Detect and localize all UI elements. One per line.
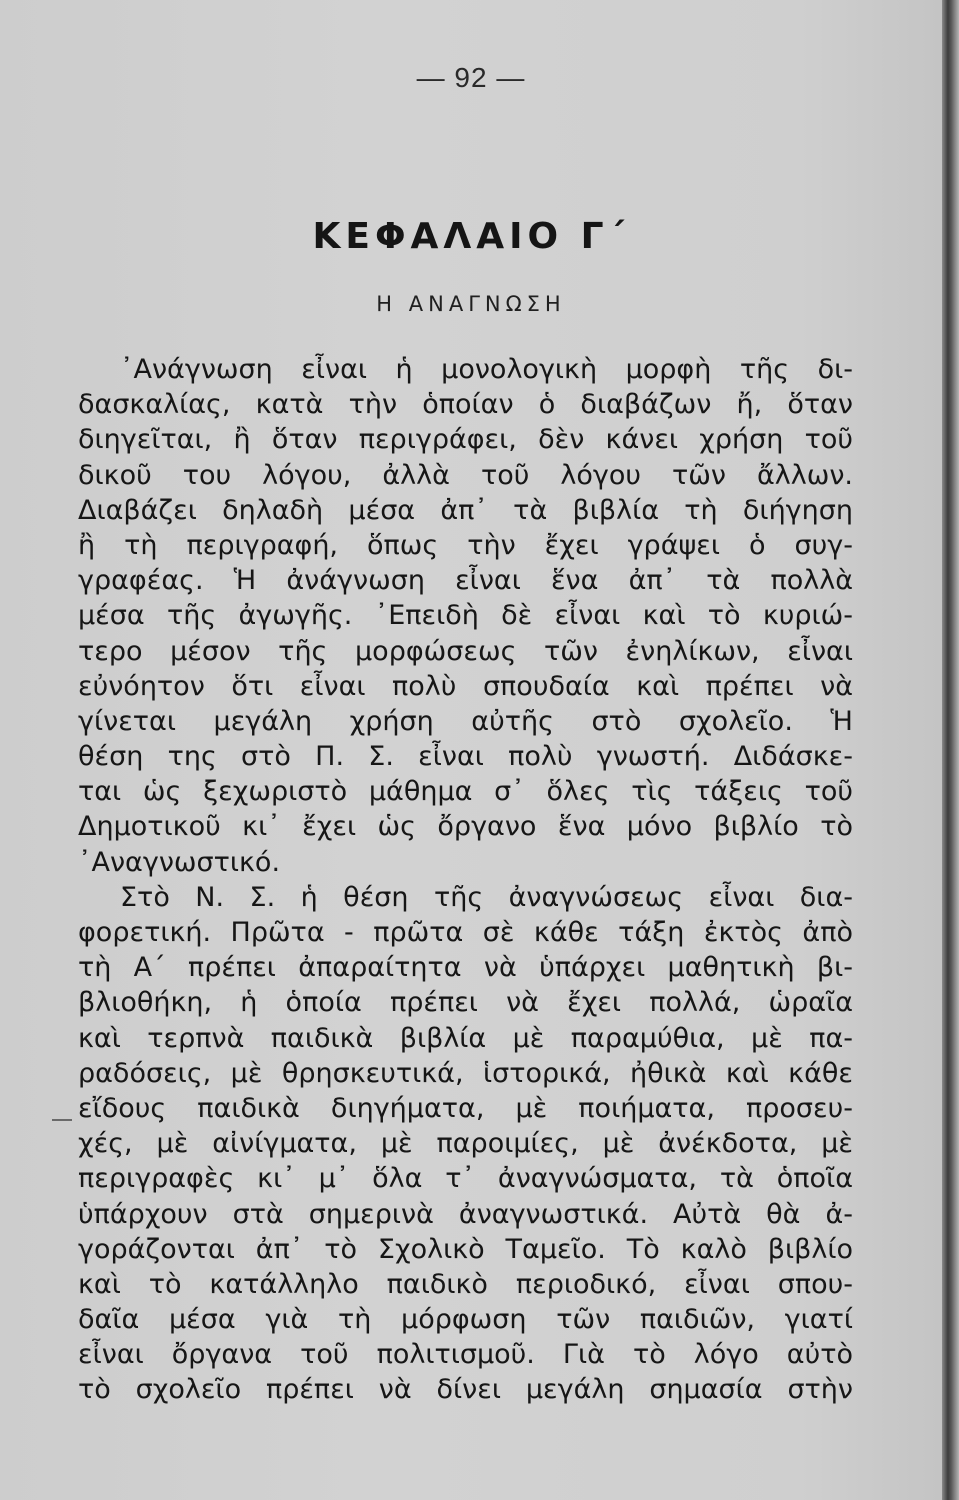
text-line: βλιοθήκη, ἡ ὁποία πρέπει νὰ ἔχει πολλά, ὡραῖα (78, 987, 853, 1019)
text-line: τὴ Α΄ πρέπει ἀπαραίτητα νὰ ὑπάρχει μαθητικὴ βι- (78, 952, 853, 984)
text-line: Στὸ Ν. Σ. ἡ θέση τῆς ἀναγνώσεως εἶναι δια- (120, 881, 853, 913)
text-line: εἶναι ὄργανα τοῦ πολιτισμοῦ. Γιὰ τὸ λόγο αὐτὸ (78, 1339, 853, 1371)
text-line: Δημοτικοῦ κι᾿ ἔχει ὡς ὄργανο ἕνα μόνο βιβλίο τὸ (78, 811, 853, 843)
text-line: καὶ τερπνὰ παιδικὰ βιβλία μὲ παραμύθια, μὲ πα- (78, 1022, 853, 1054)
text-line: διηγεῖται, ἢ ὅταν περιγράφει, δὲν κάνει χρήση τοῦ (78, 424, 853, 456)
text-line: ὑπάρχουν στὰ σημερινὰ ἀναγνωστικά. Αὐτὰ θὰ ἀ- (78, 1198, 853, 1230)
text-line: δικοῦ του λόγου, ἀλλὰ τοῦ λόγου τῶν ἄλλων. (78, 459, 853, 491)
text-line: Διαβάζει δηλαδὴ μέσα ἀπ᾿ τὰ βιβλία τὴ διήγηση (78, 494, 853, 526)
text-line: ται ὡς ξεχωριστὸ μάθημα σ᾿ ὅλες τὶς τάξεις τοῦ (78, 776, 853, 808)
text-line: μέσα τῆς ἀγωγῆς. ᾿Επειδὴ δὲ εἶναι καὶ τὸ κυριώ- (78, 600, 853, 632)
text-line: γραφέας. Ἡ ἀνάγνωση εἶναι ἕνα ἀπ᾿ τὰ πολλὰ (78, 565, 853, 597)
text-line: τερο μέσον τῆς μορφώσεως τῶν ἐνηλίκων, εἶναι (78, 635, 853, 667)
text-line: δαῖα μέσα γιὰ τὴ μόρφωση τῶν παιδιῶν, γιατί (78, 1304, 853, 1336)
text-line: γοράζονται ἀπ᾿ τὸ Σχολικὸ Ταμεῖο. Τὸ καλὸ βιβλίο (78, 1233, 853, 1265)
text-line: ᾿Αναγνωστικό. (78, 846, 281, 878)
text-line: περιγραφὲς κι᾿ μ᾿ ὅλα τ᾿ ἀναγνώσματα, τὰ ὁποῖα (78, 1163, 853, 1195)
text-line: φορετική. Πρῶτα - πρῶτα σὲ κάθε τάξη ἐκτὸς ἀπὸ (78, 917, 853, 948)
text-line: ραδόσεις, μὲ θρησκευτικά, ἱστορικά, ἠθικὰ καὶ κάθε (78, 1057, 853, 1089)
body-text (78, 352, 853, 1408)
text-line: εἴδους παιδικὰ διηγήματα, μὲ ποιήματα, προσευ- (78, 1092, 853, 1124)
chapter-title: ΚΕΦΑΛΑΙΟ Γ΄ (312, 216, 630, 257)
text-line: γίνεται μεγάλη χρήση αὐτῆς στὸ σχολεῖο. Ἡ (78, 705, 853, 737)
text-line: ἢ τὴ περιγραφή, ὅπως τὴν ἔχει γράψει ὁ συγ- (78, 529, 853, 561)
page-number: — 92 — (416, 62, 526, 93)
text-line: θέση της στὸ Π. Σ. εἶναι πολὺ γνωστή. Διδάσκε- (78, 741, 853, 773)
margin-pencil-mark (52, 1119, 72, 1121)
chapter-subtitle: Η ΑΝΑΓΝΩΣΗ (376, 292, 566, 316)
text-line: τὸ σχολεῖο πρέπει νὰ δίνει μεγάλη σημασία στὴν (78, 1374, 853, 1406)
text-line: ᾿Ανάγνωση εἶναι ἡ μονολογικὴ μορφὴ τῆς δι- (120, 354, 853, 385)
text-line: καὶ τὸ κατάλληλο παιδικὸ περιοδικό, εἶναι σπου- (78, 1268, 853, 1300)
text-line: δασκαλίας, κατὰ τὴν ὁποίαν ὁ διαβάζων ἤ, ὅταν (78, 389, 853, 421)
text-line: εὐνόητον ὅτι εἶναι πολὺ σπουδαία καὶ πρέπει νὰ (78, 670, 853, 702)
text-line: χές, μὲ αἰνίγματα, μὲ παροιμίες, μὲ ἀνέκδοτα, μὲ (78, 1128, 853, 1160)
book-spine-edge (942, 0, 959, 1500)
